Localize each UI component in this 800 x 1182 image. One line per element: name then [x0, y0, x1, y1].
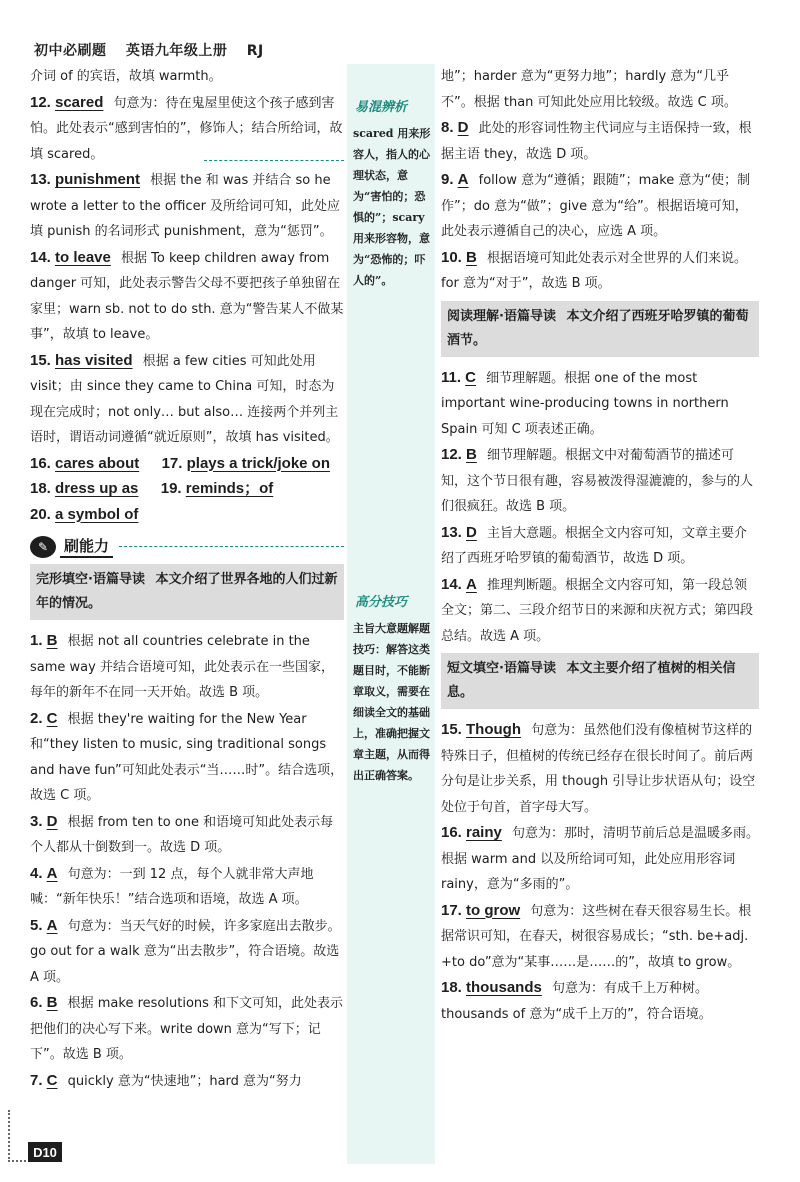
- answer-item: 10. B 根据语境可知此处表示对全世界的人们来说。for 意为“对于”，故选 B 项。: [441, 248, 747, 291]
- side-note-text: 主旨大意题解题技巧：解答这类题目时，不能断章取义，需要在细读全文的基础上，准确把握文章主题，从而得出正确答案。: [353, 622, 430, 782]
- page-number: D10: [28, 1142, 62, 1162]
- pen-icon: ✎: [30, 536, 56, 558]
- answer-item: 18. thousands 句意为：有成千上万种树。thousands of 意为“成千上万的”，符合语境。: [441, 979, 712, 1022]
- answer-item: 12. B 细节理解题。根据文中对葡萄酒节的描述可知，这个节日很有趣，容易被泼得湿漉漉的，参与的人们很疯狂。故选 B 项。: [441, 446, 754, 514]
- answer-item: 1. B 根据 not all countries celebrate in the same way 并结合语境可知，此处表示在一些国家，每年的新年不在同一天开始。故选 B 项。: [30, 632, 334, 700]
- corner-decoration: [8, 1110, 30, 1162]
- answer-item: 15. Though 句意为：虽然他们没有像植树节这样的特殊日子，但植树的传统已经存在很长时间了。前后两分句是让步关系，用 though 引导让步状语从句；设空处位于句首，首字母大写。: [441, 721, 756, 815]
- answer-row: 20. a symbol of: [30, 505, 139, 523]
- answer-item: 14. to leave 根据 To keep children away from danger 可知，此处表示警告父母不要把孩子单独留在家里；warn sb. not to do sth. 意为“警告某人不做某事”，故填 to leave。: [30, 248, 344, 342]
- answer-item: 3. D 根据 from ten to one 和语境可知此处表示每个人都从十倒数到一。故选 D 项。: [30, 812, 334, 855]
- answer-item: 4. A 句意为：一到 12 点，每个人就非常大声地喊：“新年快乐！”结合选项和语境，故选 A 项。: [30, 864, 314, 907]
- section-header: 阅读理解·语篇导读 本文介绍了西班牙哈罗镇的葡萄酒节。: [441, 301, 759, 357]
- tag-divider: [119, 546, 344, 547]
- subject-title: 英语九年级上册: [125, 43, 228, 59]
- answer-item: 13. D 主旨大意题。根据全文内容可知，文章主要介绍了西班牙哈罗镇的葡萄酒节，故选 D 项。: [441, 523, 747, 566]
- answer-item: 12. scared 句意为：待在鬼屋里使这个孩子感到害怕。此处表示“感到害怕的”，修饰人；结合所给词，故填 scared。: [30, 93, 343, 162]
- edition-label: RJ: [246, 43, 264, 59]
- section-header: 完形填空·语篇导读 本文介绍了世界各地的人们过新年的情况。: [30, 564, 344, 620]
- answer-item: 8. D 此处的形容词性物主代词应与主语保持一致，根据主语 they，故选 D 项。: [441, 119, 752, 162]
- answer-item: 15. has visited 根据 a few cities 可知此处用 visit；由 since they came to China 可知，时态为现在完成时；not only… but also… 连接两个并列主语时，谓语动词遵循“就近原则”，故填 has visited。: [30, 351, 339, 445]
- answer-item: 14. A 推理判断题。根据全文内容可知，第一段总领全文；第二、三段介绍节日的来源和庆祝方式；第四段总结。故选 A 项。: [441, 575, 754, 644]
- continued-text: 介词 of 的宾语，故填 warmth。: [30, 69, 222, 84]
- side-note-title: 高分技巧: [355, 595, 408, 610]
- answer-item: 13. punishment 根据 the 和 was 并结合 so he wrote a letter to the officer 及所给词可知，此处应填 punish 的名词形式 punishment，意为“惩罚”。: [30, 171, 341, 239]
- book-title: 初中必刷题: [34, 43, 107, 59]
- left-column: [30, 64, 344, 1094]
- section-tag: [30, 535, 344, 558]
- side-note-text: scared 用来形容人，指人的心理状态，意为“害怕的；恐惧的”；scary 用来形容物，意为“恐怖的；吓人的”。: [353, 127, 431, 287]
- answer-item: 16. rainy 句意为：那时，清明节前后总是温暖多雨。根据 warm and 以及所给词可知，此处应用形容词 rainy，意为“多雨的”。: [441, 824, 760, 892]
- answer-item: 6. B 根据 make resolutions 和下文可知，此处表示把他们的决心写下来。write down 意为“写下；记下”。故选 B 项。: [30, 994, 344, 1062]
- side-notes: [347, 64, 435, 1164]
- answer-item: 9. A follow 意为“遵循；跟随”；make 意为“使；制作”；do 意为“做”；give 意为“给”。根据语境可知，此处表示遵循自己的决心，应选 A 项。: [441, 171, 751, 239]
- running-header: [34, 40, 278, 64]
- answer-row: 16. cares about 17. plays a trick/joke on: [30, 454, 331, 472]
- section-header: 短文填空·语篇导读 本文主要介绍了植树的相关信息。: [441, 653, 759, 709]
- answer-item: 17. to grow 句意为：这些树在春天很容易生长。根据常识可知，在春天，树很容易成长；“sth. be+adj. +to do”意为“某事……是……的”，故填 to grow。: [441, 901, 752, 970]
- answer-item: 2. C 根据 they're waiting for the New Year 和“they listen to music, sing traditional songs and have fun”可知此处表示“当……时”。结合选项，故选 C 项。: [30, 709, 344, 803]
- side-note-title: 易混辨析: [355, 100, 408, 115]
- answer-item: 11. C 细节理解题。根据 one of the most important wine-producing towns in northern Spain 可知 C 项表述正确。: [441, 368, 729, 437]
- answer-row: 18. dress up as 19. reminds；of: [30, 480, 274, 497]
- right-column: [441, 64, 759, 1027]
- continued-text: 地”；harder 意为“更努力地”；hardly 意为“几乎不”。根据 than 可知此处应用比较级。故选 C 项。: [441, 69, 737, 110]
- answer-item: 5. A 句意为：当天气好的时候，许多家庭出去散步。go out for a walk 意为“出去散步”，符合语境。故选 A 项。: [30, 916, 341, 985]
- tag-label: 刷能力: [60, 535, 113, 558]
- answer-item: 7. C quickly 意为“快速地”；hard 意为“努力: [30, 1071, 302, 1089]
